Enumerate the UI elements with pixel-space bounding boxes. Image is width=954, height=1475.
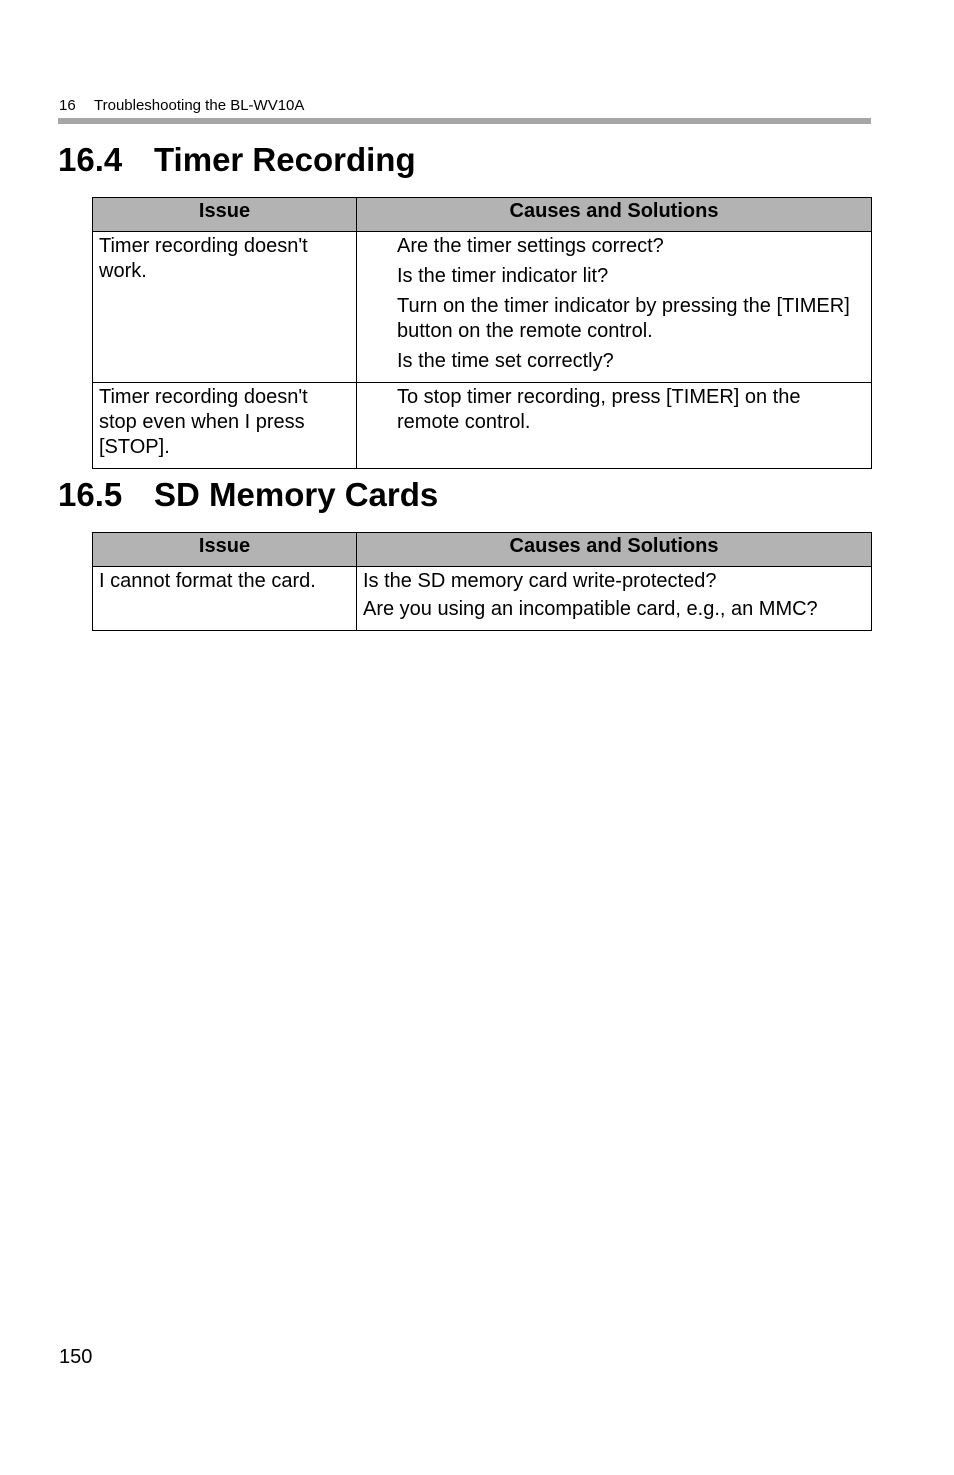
issue-cell: Timer recording doesn't work. [93,232,357,383]
table-header-row [93,533,872,567]
chapter-title: Troubleshooting the BL-WV10A [94,97,305,114]
cause-line: Is the timer indicator lit? [397,265,609,287]
table-header-row [93,198,872,232]
causes-cell [357,567,872,631]
table-row [93,232,872,383]
column-header-causes: Causes and Solutions [357,198,872,232]
cause-line: To stop timer recording, press [TIMER] on the remote control. [397,386,801,433]
header-rule [58,118,871,124]
issue-cell: Timer recording doesn't stop even when I press [STOP]. [93,383,357,469]
section-title: SD Memory Cards [154,476,439,513]
section-heading-sd-memory-cards [58,475,438,515]
table-row [93,567,872,631]
cause-line: Are the timer settings correct? [397,235,664,257]
issue-cell: I cannot format the card. [93,567,357,631]
causes-cell [357,232,872,383]
sd-memory-cards-table [92,532,872,631]
causes-cell [357,383,872,469]
column-header-causes: Causes and Solutions [357,533,872,567]
section-heading-timer-recording [58,140,416,180]
section-number: 16.4 [58,141,123,178]
section-title: Timer Recording [154,141,416,178]
running-header [59,97,304,115]
cause-line: Is the time set correctly? [397,350,614,372]
section-number: 16.5 [58,476,123,513]
table-row [93,383,872,469]
chapter-number: 16 [59,97,76,114]
column-header-issue: Issue [93,198,357,232]
cause-line: Is the SD memory card write-protected? [363,570,717,592]
timer-recording-table [92,197,872,469]
page-number: 150 [59,1346,93,1368]
column-header-issue: Issue [93,533,357,567]
cause-line: Turn on the timer indicator by pressing the [TIMER] button on the remote control. [397,295,850,342]
cause-line: Are you using an incompatible card, e.g., an MMC? [363,598,818,620]
